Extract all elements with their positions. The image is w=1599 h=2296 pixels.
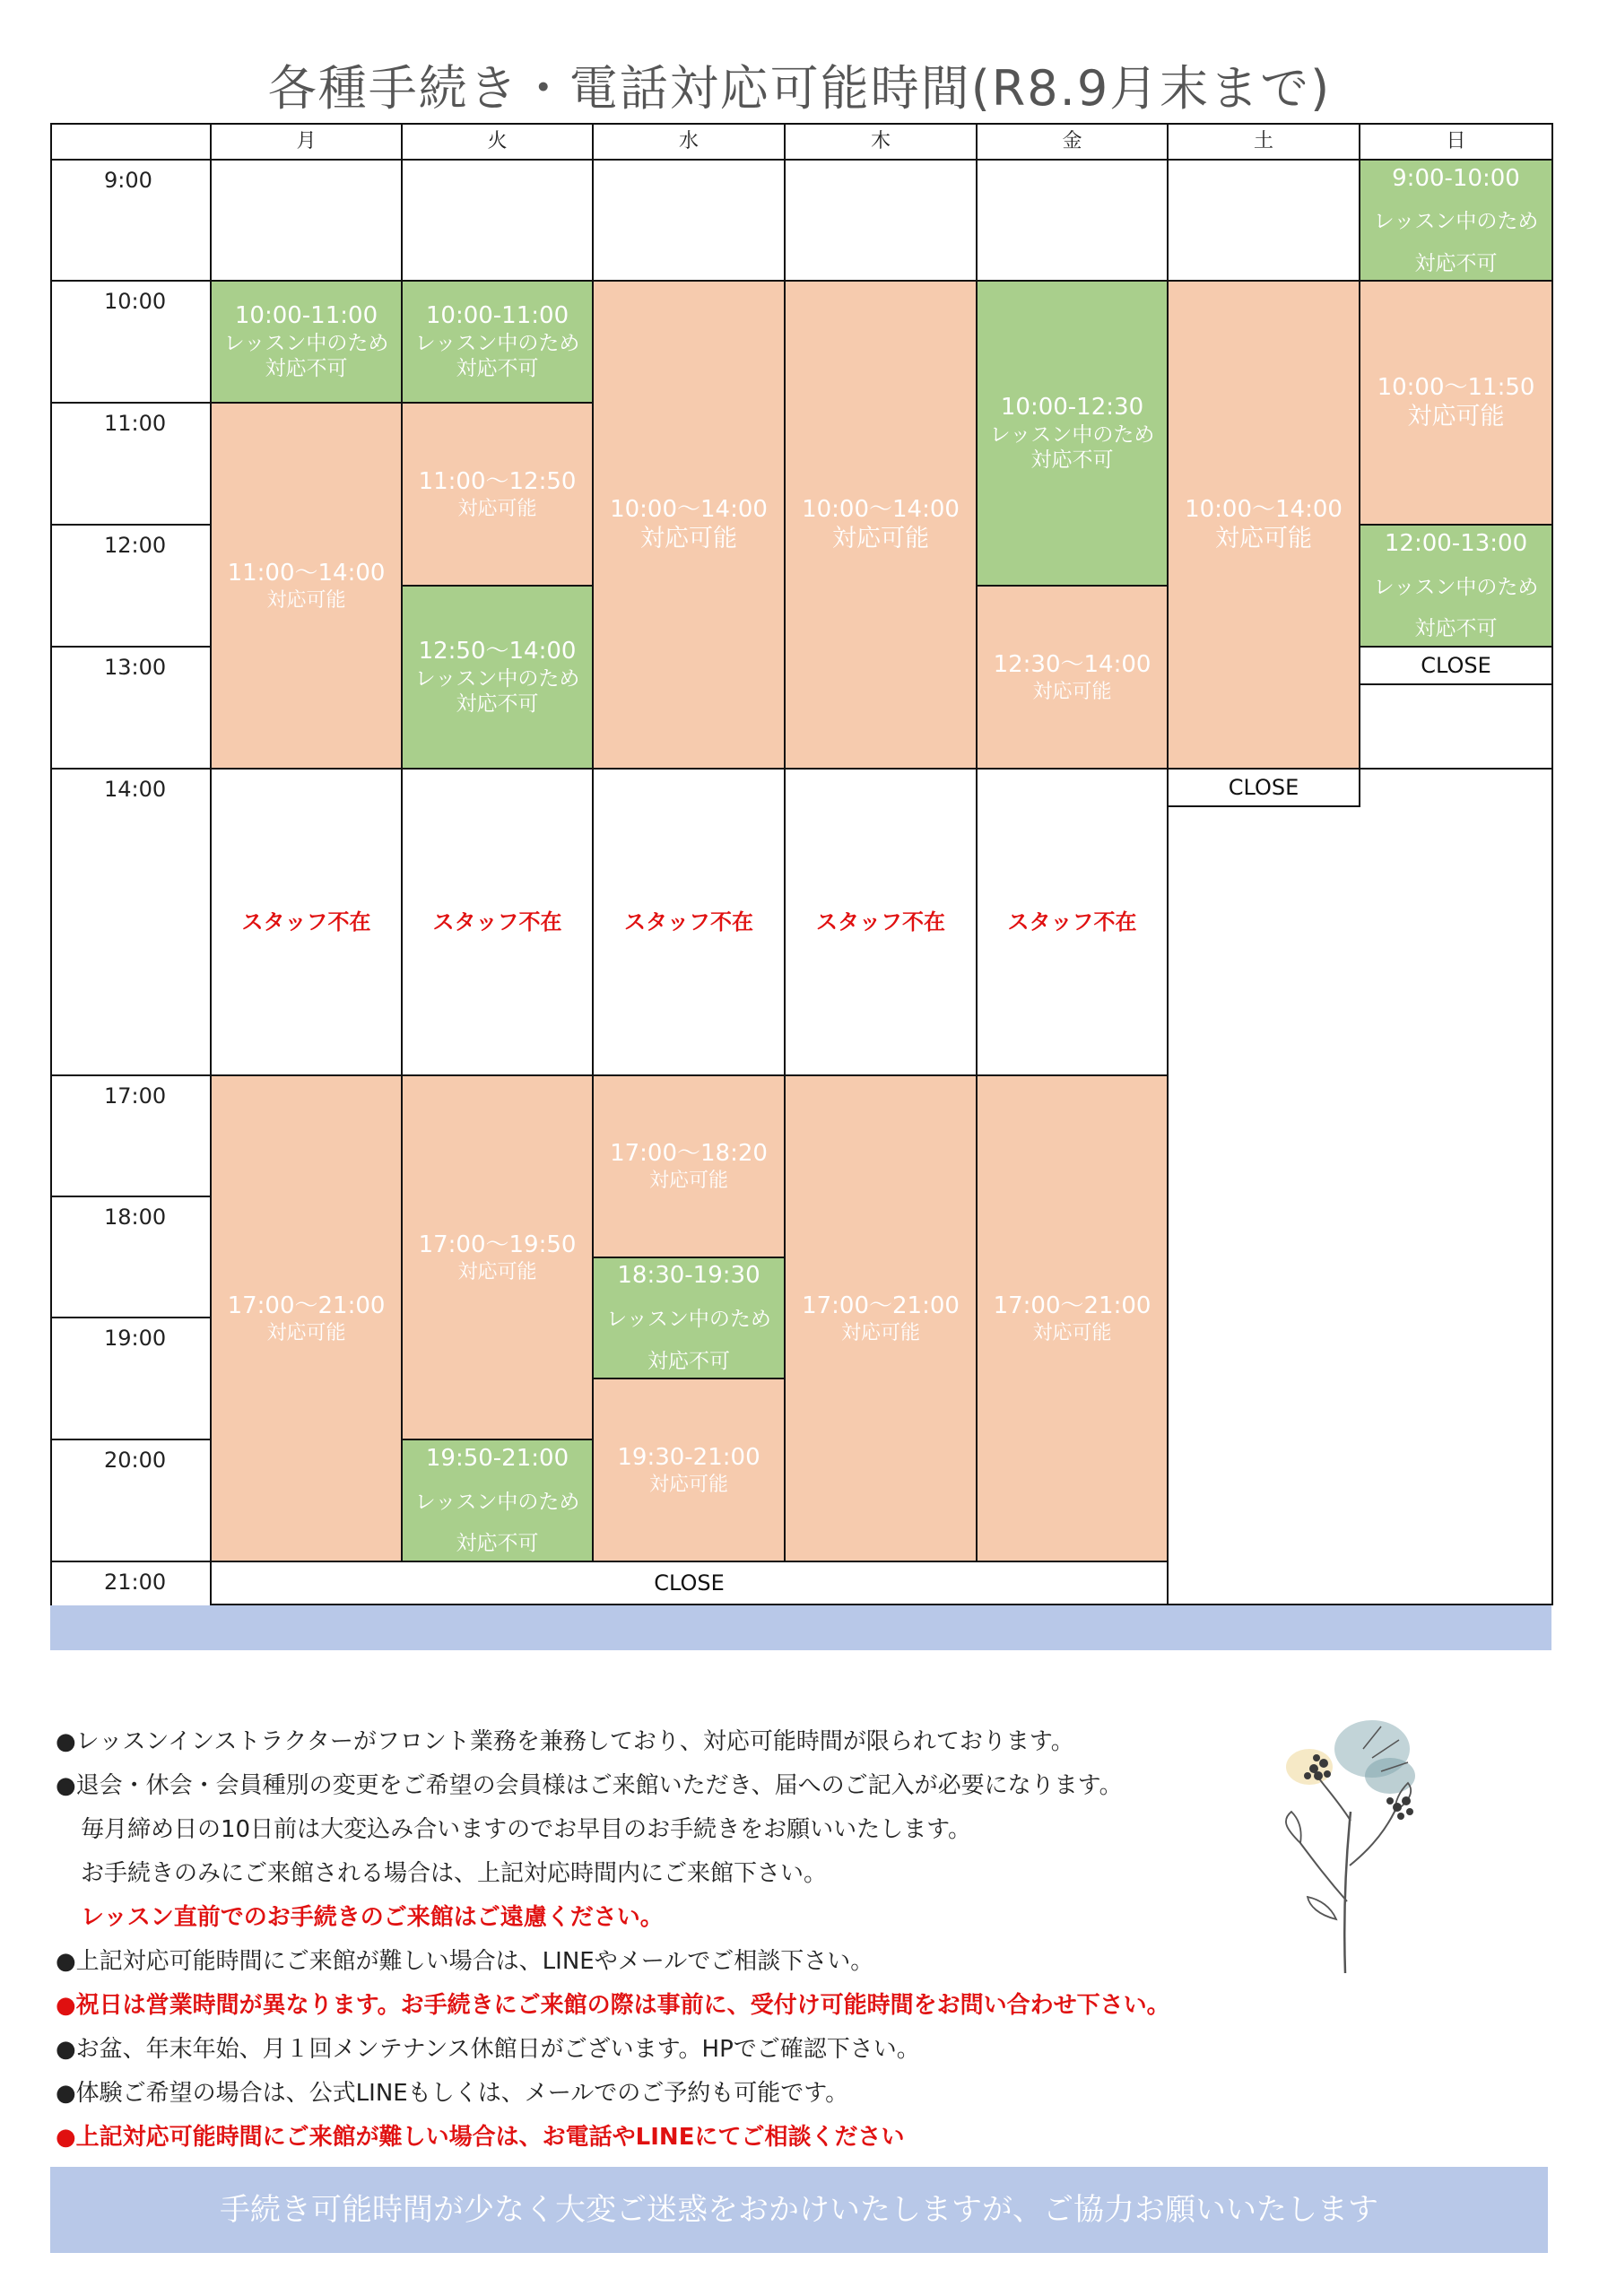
block-line: 対応不可 [265, 357, 348, 381]
block-line: 11:00～12:50 [418, 468, 577, 495]
note-line: レッスン直前でのお手続きのご来館はご遠慮ください。 [81, 1904, 664, 1931]
time-label: 18:00 [50, 1196, 212, 1318]
block-line: 10:00-11:00 [234, 302, 378, 329]
block-line: 11:00～14:00 [227, 560, 386, 587]
empty-slot [401, 159, 594, 282]
block-line: スタッフ不在 [624, 909, 753, 935]
available-block [1359, 280, 1553, 526]
time-label: 13:00 [50, 646, 212, 770]
block-line: CLOSE [1421, 653, 1491, 678]
block-line: 10:00～11:50 [1377, 373, 1535, 401]
block-line: レッスン中のため [989, 422, 1155, 447]
note-line: お手続きのみにご来館される場合は、上記対応時間内にご来館下さい。 [81, 1860, 828, 1887]
block-line: 19:50-21:00 [425, 1445, 569, 1472]
close-block [1359, 646, 1553, 685]
empty-slot [784, 159, 978, 282]
available-block [401, 1074, 594, 1440]
flower-illustration [1238, 1686, 1453, 1982]
block-line: 対応可能 [1407, 403, 1505, 431]
block-line: 対応可能 [640, 525, 737, 553]
close-row: CLOSE [210, 1561, 1169, 1605]
block-line: 18:30-19:30 [617, 1262, 760, 1290]
time-label: 14:00 [50, 768, 212, 1076]
block-line: 対応不可 [1414, 251, 1498, 275]
note-line: 毎月締め日の10日前は大変込み合いますのでお早目のお手続きをお願いいたします。 [81, 1816, 972, 1843]
block-line: 17:00～21:00 [802, 1292, 960, 1319]
block-line: 対応不可 [456, 692, 539, 717]
block-line: 対応不可 [1414, 617, 1498, 641]
time-label: 19:00 [50, 1317, 212, 1440]
block-line: レッスン中のため [414, 331, 580, 355]
block-line: スタッフ不在 [432, 909, 562, 935]
staff-absent-block [592, 768, 786, 1076]
empty-slot [976, 159, 1169, 282]
time-label: 10:00 [50, 280, 212, 404]
lesson-block [592, 1257, 786, 1380]
lesson-block [1359, 159, 1553, 282]
block-line: 10:00-11:00 [425, 302, 569, 329]
note-line: ●上記対応可能時間にご来館が難しい場合は、お電話やLINEにてご相談ください [56, 2124, 905, 2151]
time-label: 12:00 [50, 524, 212, 648]
close-block [1167, 768, 1360, 807]
block-line: 対応可能 [266, 1321, 346, 1344]
lesson-block [401, 280, 594, 404]
block-line: スタッフ不在 [241, 909, 371, 935]
footer-message: 手続き可能時間が少なく大変ご迷惑をおかけいたしますが、ご協力お願いいたします [50, 2167, 1548, 2253]
time-label: 11:00 [50, 402, 212, 526]
notes-list [56, 1720, 1248, 2160]
time-label: 21:00 [50, 1561, 212, 1607]
block-line: レッスン中のため [414, 666, 580, 691]
available-block [592, 1378, 786, 1562]
available-block [592, 280, 786, 770]
block-line: 12:50～14:00 [418, 638, 577, 665]
block-line: レッスン中のため [1373, 575, 1539, 599]
lesson-block [401, 1439, 594, 1562]
available-block [784, 280, 978, 770]
page-title: 各種手続き・電話対応可能時間(R8.9月末まで) [267, 60, 1332, 117]
lesson-block [976, 280, 1169, 587]
block-line: 対応可能 [648, 1169, 728, 1192]
block-line: レッスン中のため [1373, 210, 1539, 233]
block-line: レッスン中のため [414, 1490, 580, 1514]
block-line: 対応不可 [647, 1349, 730, 1373]
block-line: レッスン中のため [223, 331, 389, 355]
note-line: ●お盆、年末年始、月１回メンテナンス休館日がございます。HPでご確認下さい。 [56, 2036, 920, 2063]
available-block [976, 1074, 1169, 1562]
note-line: ●上記対応可能時間にご来館が難しい場合は、LINEやメールでご相談下さい。 [56, 1948, 874, 1975]
note-line: ●退会・休会・会員種別の変更をご希望の会員様はご来館いただき、届へのご記入が必要になります。 [56, 1772, 1123, 1799]
block-line: 対応可能 [1032, 680, 1112, 703]
note-line: ●レッスンインストラクターがフロント業務を兼務しており、対応可能時間が限られております。 [56, 1728, 1074, 1755]
block-line: 対応可能 [1215, 525, 1312, 553]
available-block [784, 1074, 978, 1562]
block-line: 19:30-21:00 [617, 1444, 760, 1471]
lesson-block [210, 280, 403, 404]
block-line: 9:00-10:00 [1392, 164, 1520, 192]
lesson-block [1359, 524, 1553, 648]
available-block [210, 1074, 403, 1562]
block-line: 10:00-12:30 [1000, 394, 1144, 421]
day-header: 水 [592, 123, 786, 161]
block-line: スタッフ不在 [816, 909, 945, 935]
block-line: 17:00～19:50 [418, 1231, 577, 1258]
block-line: 対応可能 [457, 497, 537, 520]
block-line: 17:00～18:20 [610, 1140, 768, 1168]
available-block [401, 402, 594, 587]
block-line: 対応可能 [648, 1473, 728, 1496]
available-block [1167, 280, 1360, 770]
available-block [592, 1074, 786, 1258]
staff-absent-block [210, 768, 403, 1076]
time-label: 9:00 [50, 159, 212, 282]
note-line: ●祝日は営業時間が異なります。お手続きにご来館の際は事前に、受付け可能時間をお問い合わせ下さい。 [56, 1992, 1170, 2019]
block-line: レッスン中のため [606, 1307, 771, 1331]
block-line: 対応可能 [1032, 1321, 1112, 1344]
lesson-block [401, 585, 594, 770]
day-header: 木 [784, 123, 978, 161]
staff-absent-block [784, 768, 978, 1076]
day-header: 土 [1167, 123, 1360, 161]
block-line: 10:00～14:00 [1185, 495, 1343, 523]
staff-absent-block [401, 768, 594, 1076]
header-corner [50, 123, 212, 161]
block-line: 12:30～14:00 [993, 651, 1151, 678]
block-line: 対応不可 [1030, 448, 1114, 473]
empty-slot [210, 159, 403, 282]
day-header: 火 [401, 123, 594, 161]
time-label: 20:00 [50, 1439, 212, 1562]
block-line: 対応可能 [266, 588, 346, 612]
block-line: 対応可能 [840, 1321, 920, 1344]
block-line: 17:00～21:00 [993, 1292, 1151, 1319]
schedule-bottom-band [50, 1605, 1551, 1650]
block-line: 10:00～14:00 [802, 495, 960, 523]
block-line: 対応可能 [457, 1260, 537, 1283]
staff-absent-block [976, 768, 1169, 1076]
day-header: 日 [1359, 123, 1553, 161]
day-header: 月 [210, 123, 403, 161]
block-line: 17:00～21:00 [227, 1292, 386, 1319]
empty-slot [592, 159, 786, 282]
block-line: 12:00-13:00 [1384, 530, 1528, 557]
note-line: ●体験ご希望の場合は、公式LINEもしくは、メールでのご予約も可能です。 [56, 2080, 849, 2107]
day-header: 金 [976, 123, 1169, 161]
block-line: 対応不可 [456, 357, 539, 381]
block-line: 10:00～14:00 [610, 495, 768, 523]
block-line: スタッフ不在 [1007, 909, 1137, 935]
block-line: 対応不可 [456, 1532, 539, 1556]
schedule-frame [1167, 768, 1553, 1605]
block-line: 対応可能 [832, 525, 929, 553]
block-line: CLOSE [1228, 775, 1299, 800]
time-label: 17:00 [50, 1074, 212, 1197]
available-block [976, 585, 1169, 770]
available-block [210, 402, 403, 770]
empty-slot [1167, 159, 1360, 282]
